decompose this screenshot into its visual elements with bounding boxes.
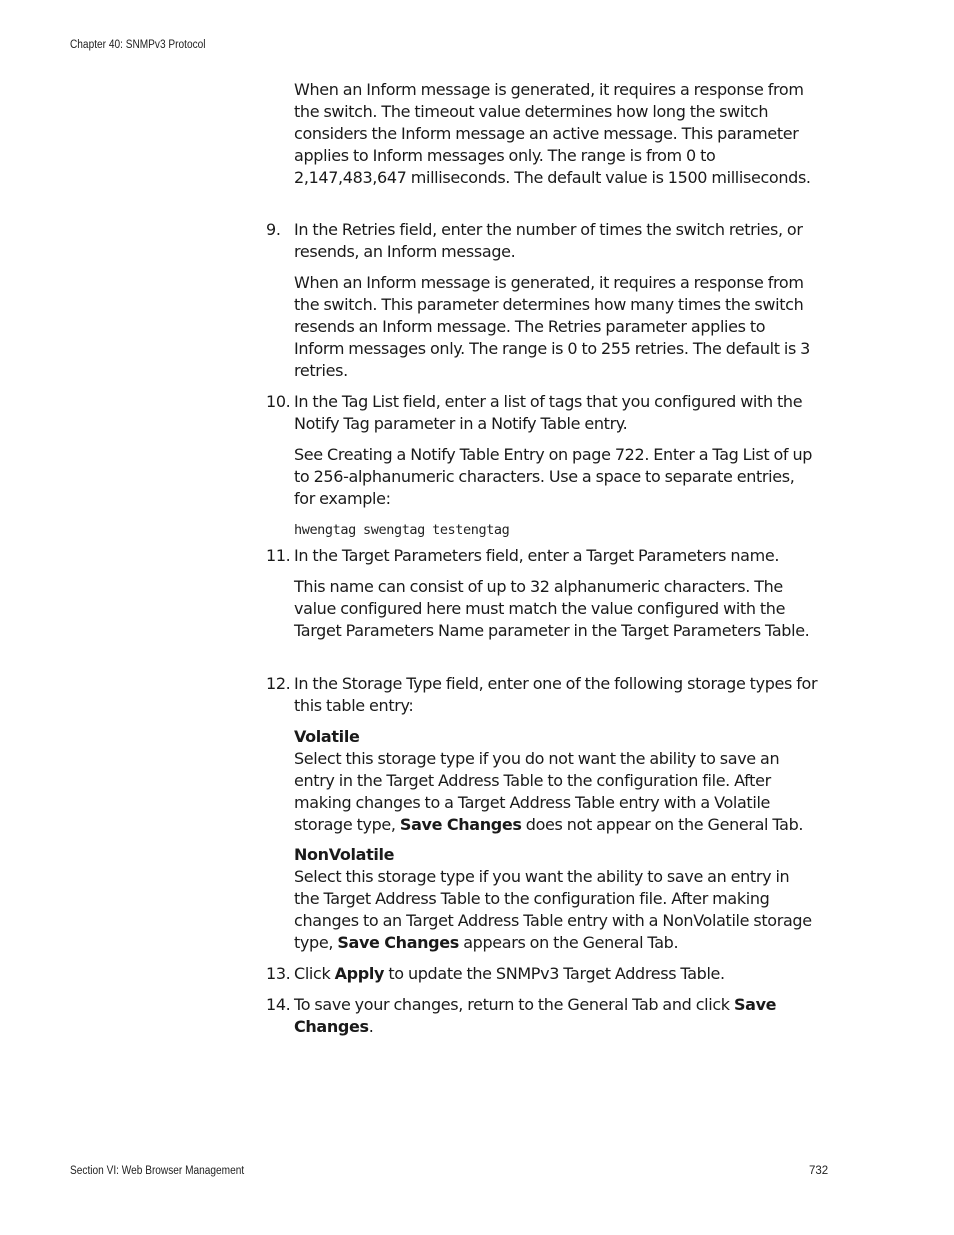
timeout-paragraph: When an Inform message is generated, it requires a response from the switch. The timeout value determines how long the switch considers the Inform message an active message. This parameter applies to Inform messages only. The range is from 0 to 2,147,483,647 milliseconds. The default value is 1500 milliseconds. <box>294 80 811 187</box>
definition-text-end: does not appear on the General Tab. <box>525 815 804 834</box>
step-text: In the Storage Type field, enter one of the following storage types for this table entry: <box>294 674 818 715</box>
step-text: In the Retries field, enter the number of times the switch retries, or resends, an Inform message. <box>294 220 803 261</box>
step-text: In the Tag List field, enter a list of tags that you configured with the Notify Tag parameter in a Notify Table entry. <box>294 392 803 433</box>
save-changes-label: Save Changes <box>399 815 522 834</box>
running-header: Chapter 40: SNMPv3 Protocol <box>70 39 206 51</box>
step-14 <box>266 994 826 1038</box>
step-text: To save your changes, return to the General Tab and click <box>294 995 730 1014</box>
step-11 <box>266 545 826 567</box>
step-number: 14. <box>266 995 291 1014</box>
tag-list-paragraph: See Creating a Notify Table Entry on page 722. Enter a Tag List of up to 256-alphanumeric characters. Use a space to separate entries, for example: <box>294 445 813 508</box>
step-text-end: . <box>368 1017 374 1036</box>
step-13 <box>266 963 826 985</box>
step-10 <box>266 391 826 435</box>
step-number: 12. <box>266 674 291 693</box>
definition-text-end: appears on the General Tab. <box>463 933 679 952</box>
step-text: Click <box>294 964 331 983</box>
running-footer: Section VI: Web Browser Management <box>70 1165 245 1177</box>
step-number: 9. <box>266 220 281 239</box>
apply-label: Apply <box>334 964 385 983</box>
save-changes-label: Save Changes <box>294 995 777 1036</box>
definition-text: Select this storage type if you do not want the ability to save an entry in the Target Address Table to the configuration file. After making changes to a Target Address Table entry with a Volatile storage type, <box>294 749 780 834</box>
step-number: 10. <box>266 392 291 411</box>
step-12 <box>266 673 826 717</box>
volatile-definition <box>294 726 814 836</box>
step-number: 13. <box>266 964 291 983</box>
definition-term: NonVolatile <box>294 845 395 864</box>
definition-term: Volatile <box>294 727 360 746</box>
page-number: 732 <box>809 1165 829 1177</box>
retries-paragraph: When an Inform message is generated, it requires a response from the switch. This parameter determines how many times the switch resends an Inform message. The Retries parameter applies to Inform messages only. The range is 0 to 255 retries. The default is 3 retries. <box>294 273 811 380</box>
nonvolatile-definition <box>294 844 814 954</box>
step-9 <box>266 219 826 263</box>
step-number: 11. <box>266 546 291 565</box>
target-params-paragraph: This name can consist of up to 32 alphanumeric characters. The value configured here must match the value configured with the Target Parameters Name parameter in the Target Parameters Table. <box>294 577 810 640</box>
definition-text: Select this storage type if you want the ability to save an entry in the Target Address Table to the configuration file. After making changes to an Target Address Table entry with a NonVolatile storage type, <box>294 867 812 952</box>
save-changes-label: Save Changes <box>337 933 459 952</box>
code-example: hwengtag swengtag testengtag <box>294 522 510 538</box>
step-text: In the Target Parameters field, enter a Target Parameters name. <box>294 546 780 565</box>
step-text-end: to update the SNMPv3 Target Address Table. <box>388 964 725 983</box>
